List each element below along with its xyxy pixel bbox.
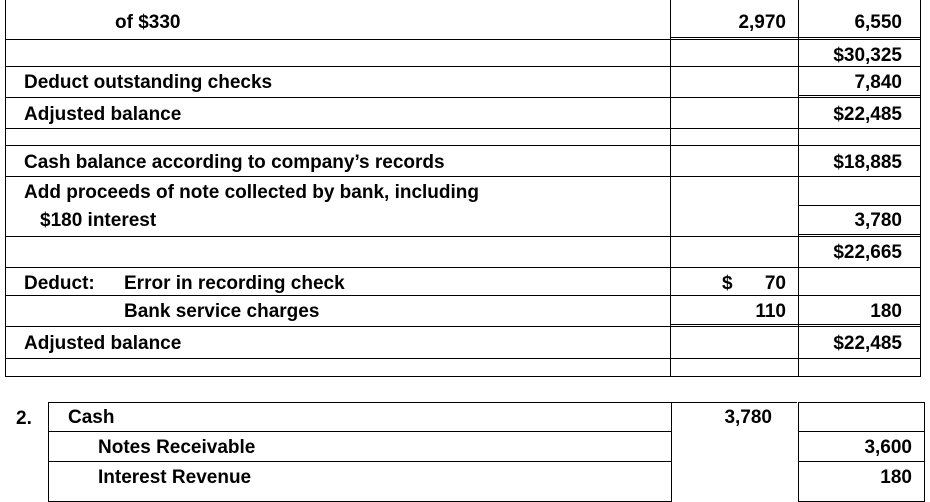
amount-col2: 3,780 <box>854 210 902 231</box>
amount-col2: $22,485 <box>833 333 902 354</box>
row-label: Adjusted balance <box>24 333 182 354</box>
credit-amount: 180 <box>880 467 912 488</box>
table-bottom-border <box>5 376 921 377</box>
row-label: Deduct outstanding checks <box>24 72 273 93</box>
row-line <box>48 431 672 432</box>
row-label: Bank service charges <box>124 301 320 322</box>
debit-amount: 3,780 <box>724 407 772 428</box>
row-line <box>5 326 921 327</box>
row-label: Add proceeds of note collected by bank, including <box>24 182 479 203</box>
row-sublabel: Error in recording check <box>124 273 345 294</box>
table-left-border <box>5 0 6 377</box>
account-interest-revenue: Interest Revenue <box>98 467 252 488</box>
amount-col2: $22,485 <box>833 104 902 125</box>
col-divider-2 <box>798 0 799 377</box>
row-line <box>5 145 921 146</box>
amount-col2: 7,840 <box>854 72 902 93</box>
amount-col2: 180 <box>870 301 902 322</box>
clipped-row-fragment <box>90 0 590 4</box>
row-line <box>5 267 921 268</box>
row-label: Adjusted balance <box>24 104 182 125</box>
row-line <box>5 39 921 40</box>
amount-col1: 110 <box>755 301 786 322</box>
table-right-border <box>920 0 921 377</box>
credit-amount: 3,600 <box>864 437 912 458</box>
row-label: Cash balance according to company’s records <box>24 152 445 173</box>
row-label: Deduct: <box>24 273 95 294</box>
amount-col2: 6,550 <box>854 12 902 33</box>
amount-col1: 2,970 <box>738 12 786 33</box>
row-line <box>5 176 921 177</box>
amount-col2: $22,665 <box>833 242 902 263</box>
amount-col2: $18,885 <box>833 152 902 173</box>
underline-double <box>670 324 921 325</box>
dollar-sign: $ <box>722 273 733 294</box>
row-line <box>5 97 921 98</box>
row-line <box>5 236 921 237</box>
row-line <box>5 358 921 359</box>
row-line <box>798 461 925 462</box>
row-line <box>5 66 921 67</box>
account-cash: Cash <box>68 407 115 428</box>
row-label: $180 interest <box>40 210 157 231</box>
col-divider-1 <box>670 0 671 377</box>
account-notes-receivable: Notes Receivable <box>98 437 256 458</box>
row-line <box>5 128 921 129</box>
row-line <box>5 295 921 296</box>
underline-double <box>798 95 921 96</box>
underline-double <box>798 234 921 235</box>
question-number: 2. <box>16 408 32 429</box>
underline-double <box>670 37 921 38</box>
row-line <box>798 431 925 432</box>
row-line-partial <box>798 205 921 206</box>
row-line <box>48 461 672 462</box>
amount-col1: 70 <box>764 273 786 294</box>
row-label: of $330 <box>115 12 181 33</box>
amount-col2: $30,325 <box>833 45 902 66</box>
